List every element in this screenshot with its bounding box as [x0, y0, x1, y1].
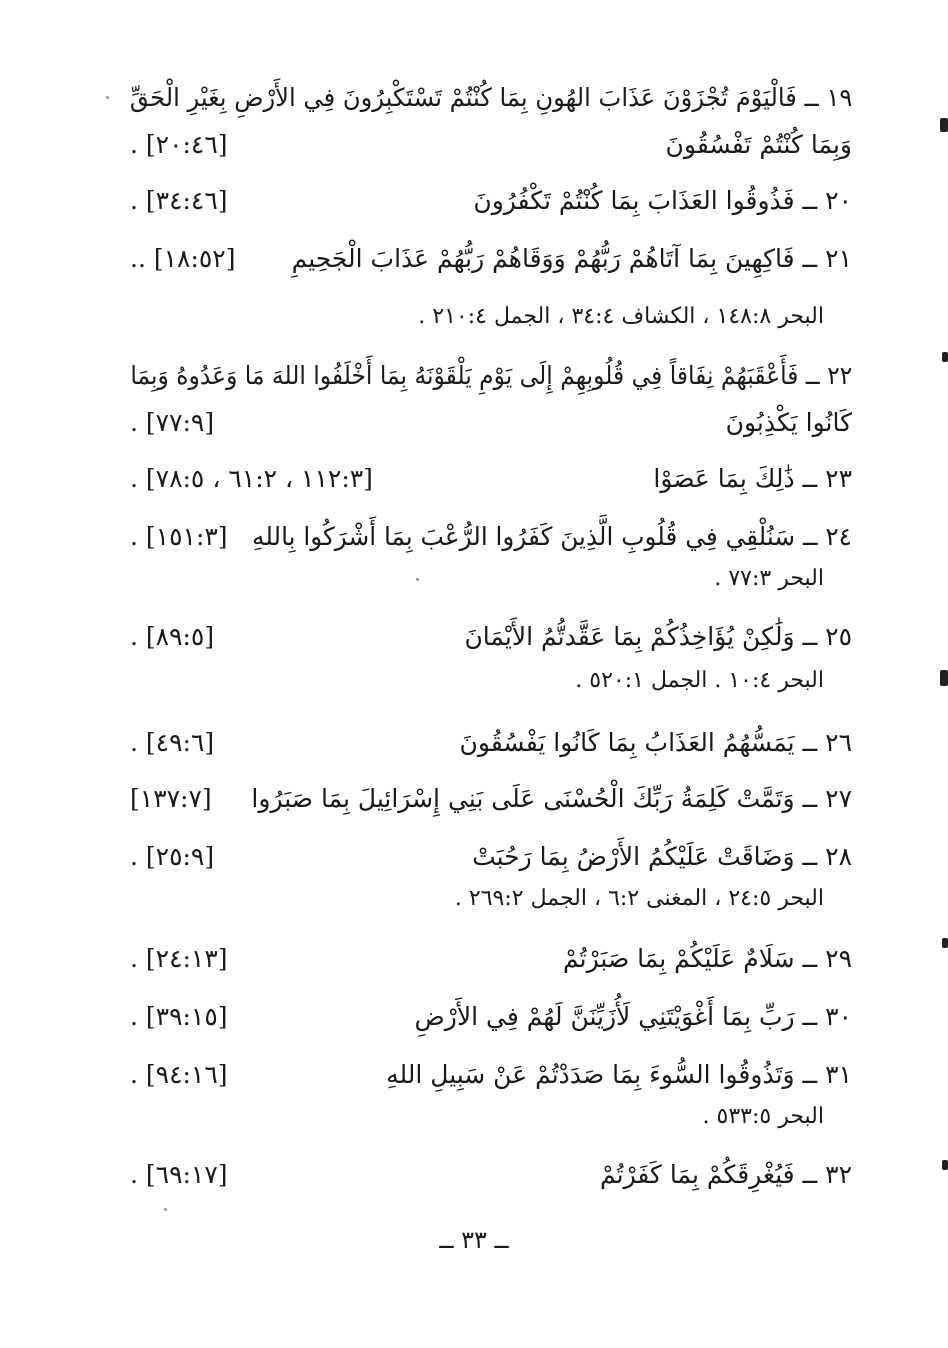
- source-note: البحر ١٠:٤ . الجمل ٥٢٠:١ .: [575, 668, 824, 693]
- verse-reference: [٣٩:١٥] .: [130, 1002, 228, 1031]
- verse-text: ٢٧ ــ وَتَمَّتْ كَلِمَةُ رَبِّكَ الْحُسْنَى عَلَى بَنِي إِسْرَائِيلَ بِمَا صَبَرُوا: [251, 784, 852, 813]
- verse-reference: [٢٤:١٣] .: [130, 944, 228, 973]
- verse-reference: [٨٩:٥] .: [130, 622, 215, 651]
- verse-text: ٣١ ــ وَتَذُوقُوا السُّوءَ بِمَا صَدَدْتُمْ عَنْ سَبِيلِ اللهِ: [386, 1060, 852, 1089]
- verse-text: ٢٣ ــ ذَٰلِكَ بِمَا عَصَوْا: [653, 464, 852, 493]
- verse-line-20: [130, 180, 852, 222]
- verse-reference: [٩٤:١٦] .: [130, 1060, 228, 1089]
- verse-reference: [٦٩:١٧] .: [130, 1160, 228, 1189]
- verse-reference: [٧٧:٩] .: [130, 408, 215, 437]
- verse-reference: [١١٢:٣ ، ٦١:٢ ، ٧٨:٥] .: [130, 464, 373, 493]
- scan-mark: [940, 118, 948, 132]
- verse-text: كَانُوا يَكْذِبُونَ: [725, 408, 852, 437]
- verse-line-25: [130, 616, 852, 658]
- verse-line-30: [130, 996, 852, 1038]
- source-note: البحر ١٤٨:٨ ، الكشاف ٣٤:٤ ، الجمل ٢١٠:٤ .: [418, 304, 824, 329]
- verse-line-23: [130, 458, 852, 500]
- verse-reference: [٤٩:٦] .: [130, 728, 215, 757]
- source-note: البحر ٥٣٣:٥ .: [702, 1104, 824, 1129]
- source-note: البحر ٧٧:٣ .: [714, 566, 824, 591]
- verse-text: ٢٩ ــ سَلَامٌ عَلَيْكُمْ بِمَا صَبَرْتُمْ: [563, 944, 852, 973]
- scan-speck: [416, 578, 419, 581]
- verse-line-32: [130, 1154, 852, 1196]
- verse-text: ٣٠ ــ رَبِّ بِمَا أَغْوَيْتَنِي لَأُزَيِّنَنَّ لَهُمْ فِي الأَرْضِ: [414, 1002, 852, 1031]
- verse-line-22: [130, 355, 852, 397]
- verse-reference: [١٥١:٣] .: [130, 522, 228, 551]
- verse-line-27: [130, 778, 852, 820]
- verse-line-19-cont: [130, 124, 852, 166]
- verse-reference: [١٨:٥٢] ..: [130, 244, 236, 273]
- scan-mark: [942, 938, 948, 948]
- verse-line-29: [130, 938, 852, 980]
- verse-line-19: [130, 77, 852, 119]
- verse-line-28: [130, 836, 852, 878]
- scan-mark: [942, 352, 948, 362]
- page-number: ــ ٣٣ ــ: [439, 1226, 509, 1254]
- source-note: البحر ٢٤:٥ ، المغنى ٦:٢ ، الجمل ٢٦٩:٢ .: [454, 886, 824, 911]
- scan-speck: [164, 1208, 167, 1211]
- verse-line-26: [130, 722, 852, 764]
- scan-mark: [940, 670, 948, 686]
- verse-text: ٢٥ ــ وَلَٰكِنْ يُؤَاخِذُكُمْ بِمَا عَقَّدتُّمُ الأَيْمَانَ: [464, 622, 852, 651]
- scan-mark: [942, 1160, 948, 1170]
- verse-text: ١٩ ــ فَالْيَوْمَ تُجْزَوْنَ عَذَابَ الهُونِ بِمَا كُنْتُمْ تَسْتَكْبِرُونَ فِي الأَرْضِ بِغَيْرِ الْحَقِّ: [129, 83, 852, 112]
- verse-text: ٣٢ ــ فَيُغْرِقَكُمْ بِمَا كَفَرْتُمْ: [599, 1160, 852, 1189]
- verse-reference: [٣٤:٤٦] .: [130, 186, 228, 215]
- verse-text: ٢٨ ــ وَضَاقَتْ عَلَيْكُمُ الأَرْضُ بِمَا رَحُبَتْ: [472, 842, 852, 871]
- verse-text: ٢٦ ــ يَمَسُّهُمُ العَذَابُ بِمَا كَانُوا يَفْسُقُونَ: [459, 728, 852, 757]
- verse-line-21: [130, 238, 852, 280]
- verse-reference: [٢٥:٩] .: [130, 842, 215, 871]
- verse-text: ٢٢ ــ فَأَعْقَبَهُمْ نِفَاقاً فِي قُلُوبِهِمْ إِلَى يَوْمِ يَلْقَوْنَهُ بِمَا أَخْلَفُوا اللهَ مَا وَعَدُوهُ وَبِمَا: [130, 361, 852, 390]
- verse-line-31: [130, 1054, 852, 1096]
- verse-text: ٢٠ ــ فَذُوقُوا العَذَابَ بِمَا كُنْتُمْ تَكْفُرُونَ: [473, 186, 852, 215]
- verse-reference: [٢٠:٤٦] .: [130, 130, 228, 159]
- verse-reference: [١٣٧:٧]: [130, 784, 212, 813]
- verse-text: ٢١ ــ فَاكِهِينَ بِمَا آتَاهُمْ رَبُّهُمْ وَوَقَاهُمْ رَبُّهُمْ عَذَابَ الْجَحِيمِ: [291, 244, 852, 273]
- scan-speck: [106, 96, 109, 99]
- verse-text: وَبِمَا كُنْتُمْ تَفْسُقُونَ: [665, 130, 852, 159]
- verse-line-24: [130, 516, 852, 558]
- verse-line-22-cont: [130, 402, 852, 444]
- verse-text: ٢٤ ــ سَنُلْقِي فِي قُلُوبِ الَّذِينَ كَفَرُوا الرُّعْبَ بِمَا أَشْرَكُوا بِاللهِ: [252, 522, 852, 551]
